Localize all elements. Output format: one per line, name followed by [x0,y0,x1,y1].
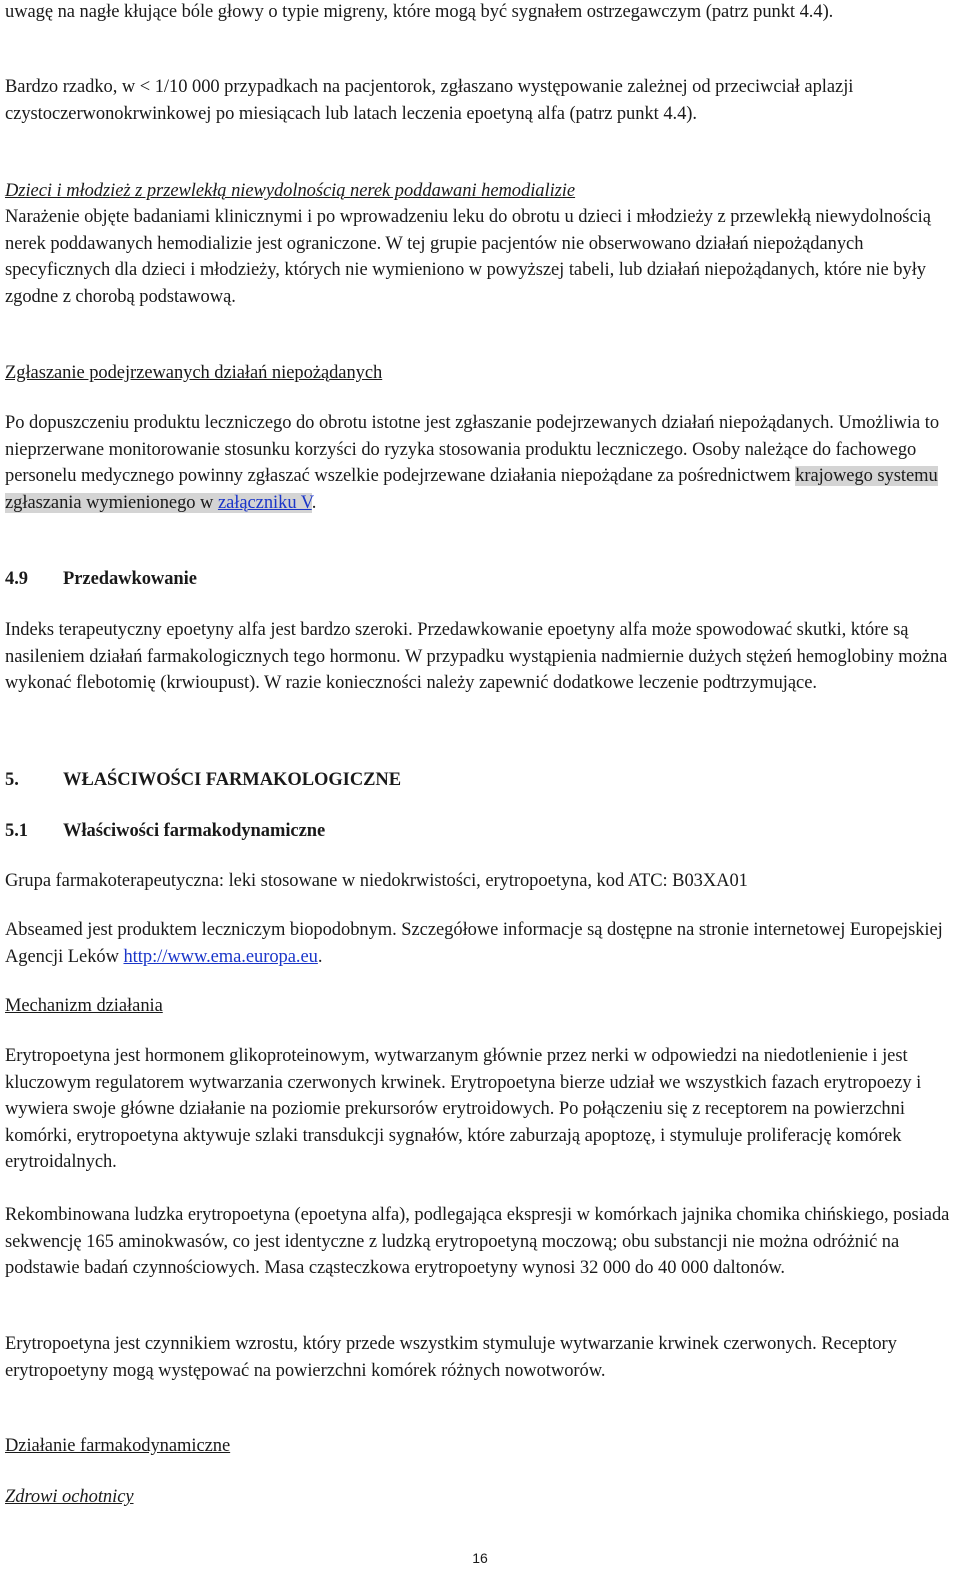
paragraph-children-exposure: Narażenie objęte badaniami klinicznymi i po wprowadzeniu leku do obrotu u dzieci i młodzieży z przewlekłą niewydolnością nerek poddawanych hemodializie jest ograniczone. W tej grupie pacjentów nie obserwowano działań niepożądanych specyficznych dla dzieci i młodzieży, których nie wymieniono w powyższej tabeli, lub działań niepożądanych, które nie były zgodne z chorobą podstawową. [5,207,931,307]
section-number-4-9: 4.9 [5,569,28,589]
paragraph-pharmacotherapeutic-group: Grupa farmakoterapeutyczna: leki stosowane w niedokrwistości, erytropoetyna, kod ATC: B03XA01 [5,871,748,891]
paragraph-biosimilar [5,917,953,970]
subheading-mechanism [5,993,953,1020]
biosimilar-text: Abseamed jest produktem leczniczym biopodobnym. Szczegółowe informacje są dostępne na stronie internetowej Europejskiej Agencji Leków [5,920,943,967]
section-title-5: WŁAŚCIWOŚCI FARMAKOLOGICZNE [63,770,402,790]
subheading-volunteers-text: Zdrowi ochotnicy [5,1487,134,1507]
subheading-reporting-text: Zgłaszanie podejrzewanych działań niepożądanych [5,363,383,383]
paragraph-pure-red-cell-aplasia: Bardzo rzadko, w < 1/10 000 przypadkach na pacjentorok, zgłaszano występowanie zależnej od przeciwciał aplazji czystoczerwonokrwinkowej po miesiącach lub latach leczenia epoetyną alfa (patrz punkt 4.4). [5,77,854,124]
section-title-5-1: Właściwości farmakodynamiczne [63,821,326,841]
subheading-pharmacodynamic-text: Działanie farmakodynamiczne [5,1436,231,1456]
section-number-5: 5. [5,770,19,790]
paragraph-mechanism-3: Erytropoetyna jest czynnikiem wzrostu, który przede wszystkim stymuluje wytwarzanie krwinek czerwonych. Receptory erytropoetyny mogą występować na powierzchni komórek różnych nowotworów. [5,1334,897,1381]
annex-v-link[interactable]: załączniku V [217,492,312,513]
document-page [5,0,953,1582]
biosimilar-text-end: . [317,946,323,967]
reporting-text-end: . [311,492,317,513]
section-heading-4-9 [5,566,953,593]
paragraph-overdose: Indeks terapeutyczny epoetyny alfa jest bardzo szeroki. Przedawkowanie epoetyny alfa może spowodować skutki, które są nasileniem działań farmakologicznych tego hormonu. W przypadku wystąpienia nadmiernie dużych stężeń hemoglobiny można wykonać flebotomię (krwioupust). W razie konieczności należy zapewnić dodatkowe leczenie podtrzymujące. [5,620,948,694]
paragraph-migraine-warning: uwagę na nagłe kłujące bóle głowy o typie migreny, które mogą być sygnałem ostrzegawczym (patrz punkt 4.4). [5,2,834,22]
subheading-pharmacodynamic-effects [5,1433,953,1460]
paragraph-mechanism-1: Erytropoetyna jest hormonem glikoproteinowym, wytwarzanym głównie przez nerki w odpowiedzi na niedotlenienie i jest kluczowym regulatorem wytwarzania czerwonych krwinek. Erytropoetyna bierze udział we wszystkich fazach erytropoezy i wywiera swoje główne działanie na poziomie prekursorów erytroidowych. Po połączeniu się z receptorem na powierzchni komórki, erytropoetyna aktywuje szlaki transdukcji sygnałów, które zaburzają apoptozę, i stymuluje proliferację komórek erytroidalnych. [5,1046,922,1173]
subheading-reporting [5,360,953,387]
reporting-highlight-text: krajowego systemu zgłaszania wymienionego w [5,466,938,513]
reporting-text: Po dopuszczeniu produktu leczniczego do obrotu istotne jest zgłaszanie podejrzewanych działań niepożądanych. Umożliwia to nieprzerwane monitorowanie stosunku korzyści do ryzyka stosowania produktu leczniczego. Osoby należące do fachowego personelu medycznego powinny zgłaszać wszelkie podejrzewane działania niepożądane za pośrednictwem [5,413,940,487]
subheading-healthy-volunteers [5,1484,953,1511]
section-title-4-9: Przedawkowanie [63,569,197,589]
paragraph-reporting [5,410,953,516]
paragraph-mechanism-2: Rekombinowana ludzka erytropoetyna (epoetyna alfa), podlegająca ekspresji w komórkach jajnika chomika chińskiego, posiada sekwencję 165 aminokwasów, co jest identyczne z ludzką erytropoetyną moczową; obu substancji nie można odróżnić na podstawie badań czynnościowych. Masa cząsteczkowa erytropoetyny wynosi 32 000 do 40 000 daltonów. [5,1205,950,1279]
subheading-mechanism-text: Mechanizm działania [5,996,163,1016]
ema-website-link[interactable]: http://www.ema.europa.eu [123,946,318,967]
page-number: 16 [472,1550,488,1566]
subheading-children-text: Dzieci i młodzież z przewlekłą niewydolnością nerek poddawani hemodializie [5,181,576,201]
section-number-5-1: 5.1 [5,821,28,841]
section-heading-5 [5,767,953,794]
section-heading-5-1 [5,818,953,845]
subheading-children-hemodialysis [5,178,953,205]
